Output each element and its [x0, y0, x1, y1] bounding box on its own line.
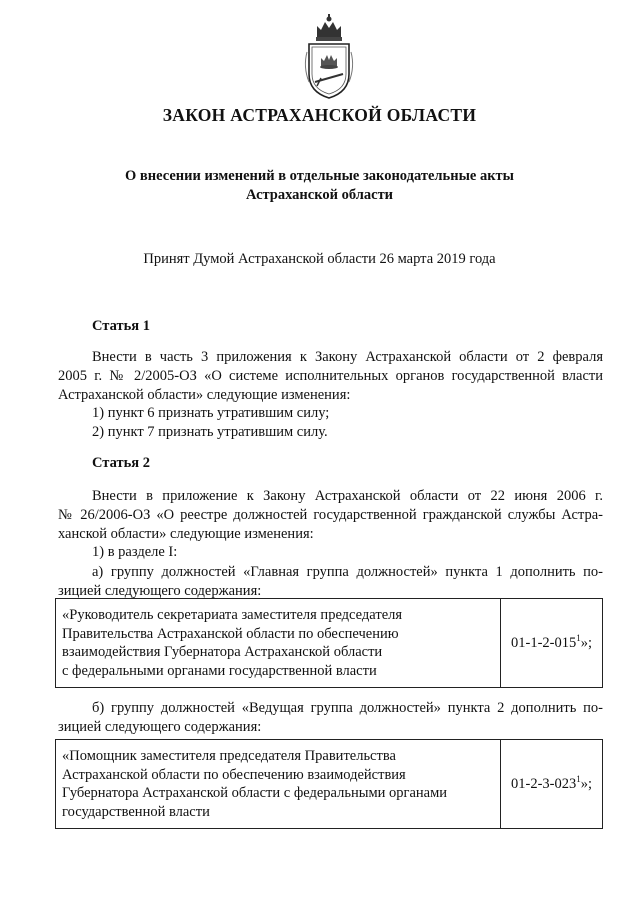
position-code-cell: [501, 599, 603, 688]
article-1-heading: Статья 1: [92, 318, 150, 334]
text-line: б) группу должностей «Ведущая группа должностей» пункта 2 дополнить по-: [92, 700, 603, 716]
text-line: № 26/2006-ОЗ «О реестре должностей государственной гражданской службы Астра-: [58, 507, 603, 523]
article-2-paragraph: [58, 487, 603, 544]
list-item: 1) в разделе I:: [92, 544, 178, 560]
code-superscript: 1: [576, 632, 581, 643]
text-line: зицией следующего содержания:: [58, 583, 262, 599]
cell-line: Правительства Астраханской области по обеспечению: [62, 625, 399, 642]
text-line: а) группу должностей «Главная группа должностей» пункта 1 дополнить по-: [92, 564, 603, 580]
table-row: [56, 740, 603, 829]
position-name-cell: [56, 740, 501, 829]
position-code: 01-1-2-015: [510, 634, 577, 651]
cell-line: «Помощник заместителя председателя Правительства: [62, 748, 396, 764]
table-row: [56, 599, 603, 688]
text-line: Внести в приложение к Закону Астраханской области от 22 июня 2006 г.: [92, 488, 603, 504]
position-code-cell: [501, 740, 603, 829]
article-1-paragraph: [58, 348, 603, 405]
text-line: ханской области» следующие изменения:: [58, 526, 314, 542]
cell-line: Астраханской области по обеспечению взаимодействия: [62, 766, 406, 783]
code-closing: »;: [580, 634, 593, 651]
coat-of-arms-icon: [299, 12, 359, 102]
position-table-1: [55, 598, 603, 688]
cell-line: «Руководитель секретариата заместителя председателя: [62, 607, 403, 623]
code-superscript: 1: [576, 773, 581, 784]
text-line: Астраханской области» следующие изменения:: [58, 387, 351, 403]
position-table-2: [55, 739, 603, 829]
adoption-statement: Принят Думой Астраханской области 26 марта 2019 года: [143, 251, 496, 267]
cell-line: Губернатора Астраханской области с федеральными органами: [62, 785, 448, 801]
law-title: ЗАКОН АСТРАХАНСКОЙ ОБЛАСТИ: [162, 105, 477, 125]
article-2-heading: Статья 2: [92, 455, 150, 471]
position-code: 01-2-3-023: [510, 775, 577, 792]
subtitle-line: Астраханской области: [245, 187, 394, 203]
position-name-cell: [56, 599, 501, 688]
law-subtitle: [60, 167, 579, 205]
subtitle-line: О внесении изменений в отдельные законодательные акты: [125, 168, 514, 184]
list-item: 2) пункт 7 признать утратившим силу.: [92, 424, 328, 440]
cell-line: взаимодействия Губернатора Астраханской области: [62, 644, 383, 660]
subitem-a: [58, 563, 603, 601]
text-line: зицией следующего содержания:: [58, 719, 262, 735]
list-item: 1) пункт 6 признать утратившим силу;: [92, 405, 330, 421]
subitem-b: [58, 699, 603, 737]
cell-line: государственной власти: [62, 803, 210, 820]
cell-line: с федеральными органами государственной власти: [62, 662, 377, 679]
code-closing: »;: [580, 775, 593, 792]
text-line: 2005 г. № 2/2005-ОЗ «О системе исполнительных органов государственной власти: [58, 368, 603, 384]
text-line: Внести в часть 3 приложения к Закону Астраханской области от 2 февраля: [92, 349, 603, 365]
